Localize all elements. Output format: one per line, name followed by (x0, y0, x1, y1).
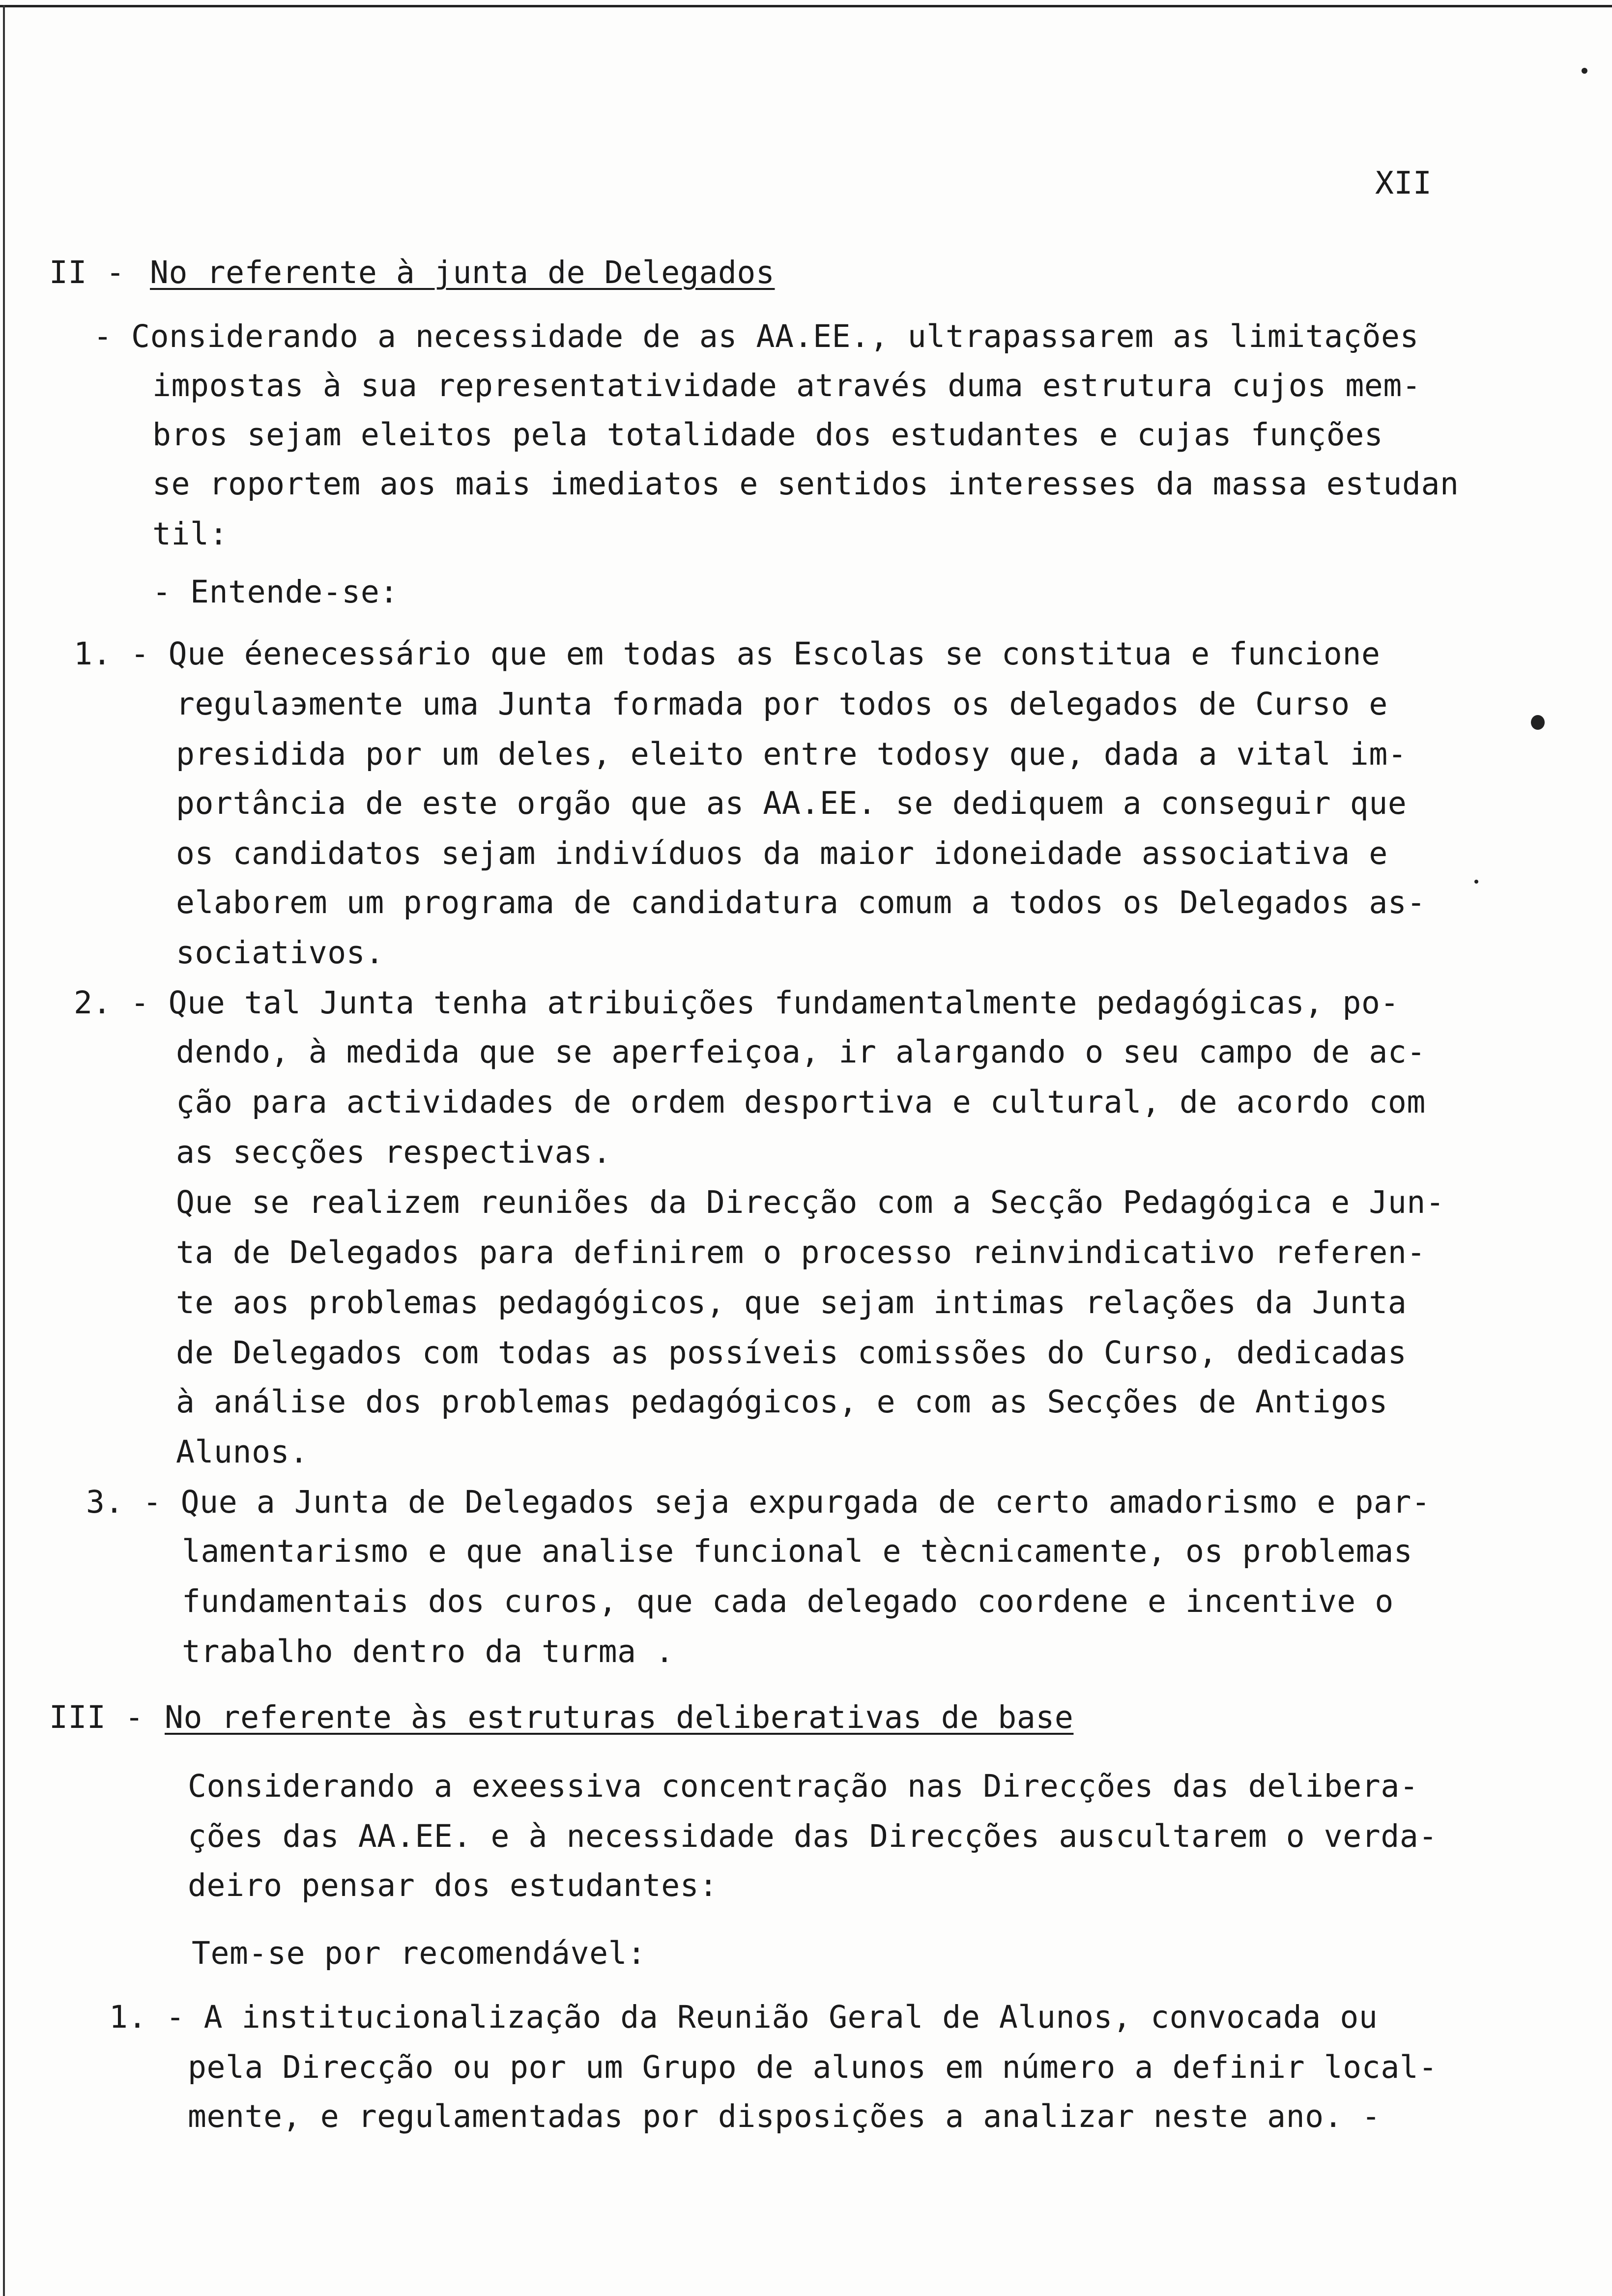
item-3-line: lamentarismo e que analise funcional e tècnicamente, os problemas (182, 1533, 1413, 1569)
item-2-line: as secções respectivas. (176, 1134, 612, 1170)
section-3-intro-line: ções das AA.EE. e à necessidade das Direcções auscultarem o verda- (188, 1818, 1438, 1854)
section-2-intro-line: til: (152, 516, 229, 552)
item-2-line: Alunos. (176, 1434, 309, 1470)
item-2-line: ta de Delegados para definirem o processo reinvindicativo referen- (176, 1234, 1426, 1270)
item-1-line: portância de este orgão que as AA.EE. se dediquem a conseguir que (176, 785, 1407, 821)
item-2-line: te aos problemas pedagógicos, que sejam intimas relações da Junta (176, 1285, 1407, 1320)
entende-se-line: - Entende-se: (152, 574, 399, 610)
section-3-intro-line: deiro pensar dos estudantes: (188, 1867, 718, 1903)
page-border-left (3, 5, 5, 2296)
item-2-line: Que se realizem reuniões da Direcção com a Secção Pedagógica e Jun- (176, 1184, 1445, 1220)
item-3-line: fundamentais dos curos, que cada delegado coordene e incentive o (182, 1583, 1394, 1619)
section-3-item-1-line: mente, e regulamentadas por disposições a analizar neste ano. - (188, 2098, 1381, 2134)
item-2-line: ção para actividades de ordem desportiva e cultural, de acordo com (176, 1084, 1426, 1120)
item-1-line: regulaэmente uma Junta formada por todos os delegados de Curso e (176, 686, 1388, 722)
scan-speck (1582, 68, 1587, 74)
item-1-line: elaborem um programa de candidatura comum a todos os Delegados as- (176, 885, 1426, 920)
section-3-number: III - (49, 1699, 144, 1735)
item-1-line: os candidatos sejam indivíduos da maior idoneidade associativa e (176, 835, 1388, 871)
item-3-line: trabalho dentro da turma . (182, 1634, 674, 1669)
item-1-line: sociativos. (176, 935, 384, 971)
page-number: XII (1375, 165, 1432, 201)
scan-speck (1474, 880, 1478, 884)
item-2-line: à análise dos problemas pedagógicos, e com as Secções de Antigos (176, 1384, 1388, 1420)
item-1-line: presidida por um deles, eleito entre todosy que, dada a vital im- (176, 736, 1407, 772)
scan-speck (1531, 715, 1545, 730)
section-2-number: II - (49, 255, 125, 290)
section-2-intro-line: impostas à sua representatividade através duma estrutura cujos mem- (152, 368, 1421, 403)
page-border-top (0, 5, 1612, 7)
item-2-line: dendo, à medida que se aperfeiçoa, ir alargando o seu campo de ac- (176, 1034, 1426, 1070)
tem-se-line: Tem-se por recomendável: (192, 1935, 646, 1971)
section-3-item-1-line: pela Direcção ou por um Grupo de alunos em número a definir local- (188, 2049, 1438, 2085)
section-3-item-1-line: 1. - A institucionalização da Reunião Geral de Alunos, convocada ou (109, 1999, 1378, 2035)
item-1-line: 1. - Que éenecessário que em todas as Escolas se constitua e funcione (74, 636, 1381, 672)
section-2-intro-line: bros sejam eleitos pela totalidade dos estudantes e cujas funções (152, 417, 1383, 453)
section-2-title: No referente à junta de Delegados (150, 255, 775, 290)
item-3-line: 3. - Que a Junta de Delegados seja expurgada de certo amadorismo e par- (86, 1484, 1431, 1520)
section-3-title: No referente às estruturas deliberativas de base (165, 1699, 1074, 1735)
section-3-intro-line: Considerando a exeessiva concentração nas Direcções das delibera- (188, 1768, 1419, 1804)
item-2-line: de Delegados com todas as possíveis comissões do Curso, dedicadas (176, 1335, 1407, 1371)
item-2-line: 2. - Que tal Junta tenha atribuições fundamentalmente pedagógicas, po- (74, 985, 1400, 1021)
section-2-intro-line: - Considerando a necessidade de as AA.EE., ultrapassarem as limitações (93, 318, 1419, 354)
section-2-intro-line: se roportem aos mais imediatos e sentidos interesses da massa estudan (152, 466, 1459, 502)
